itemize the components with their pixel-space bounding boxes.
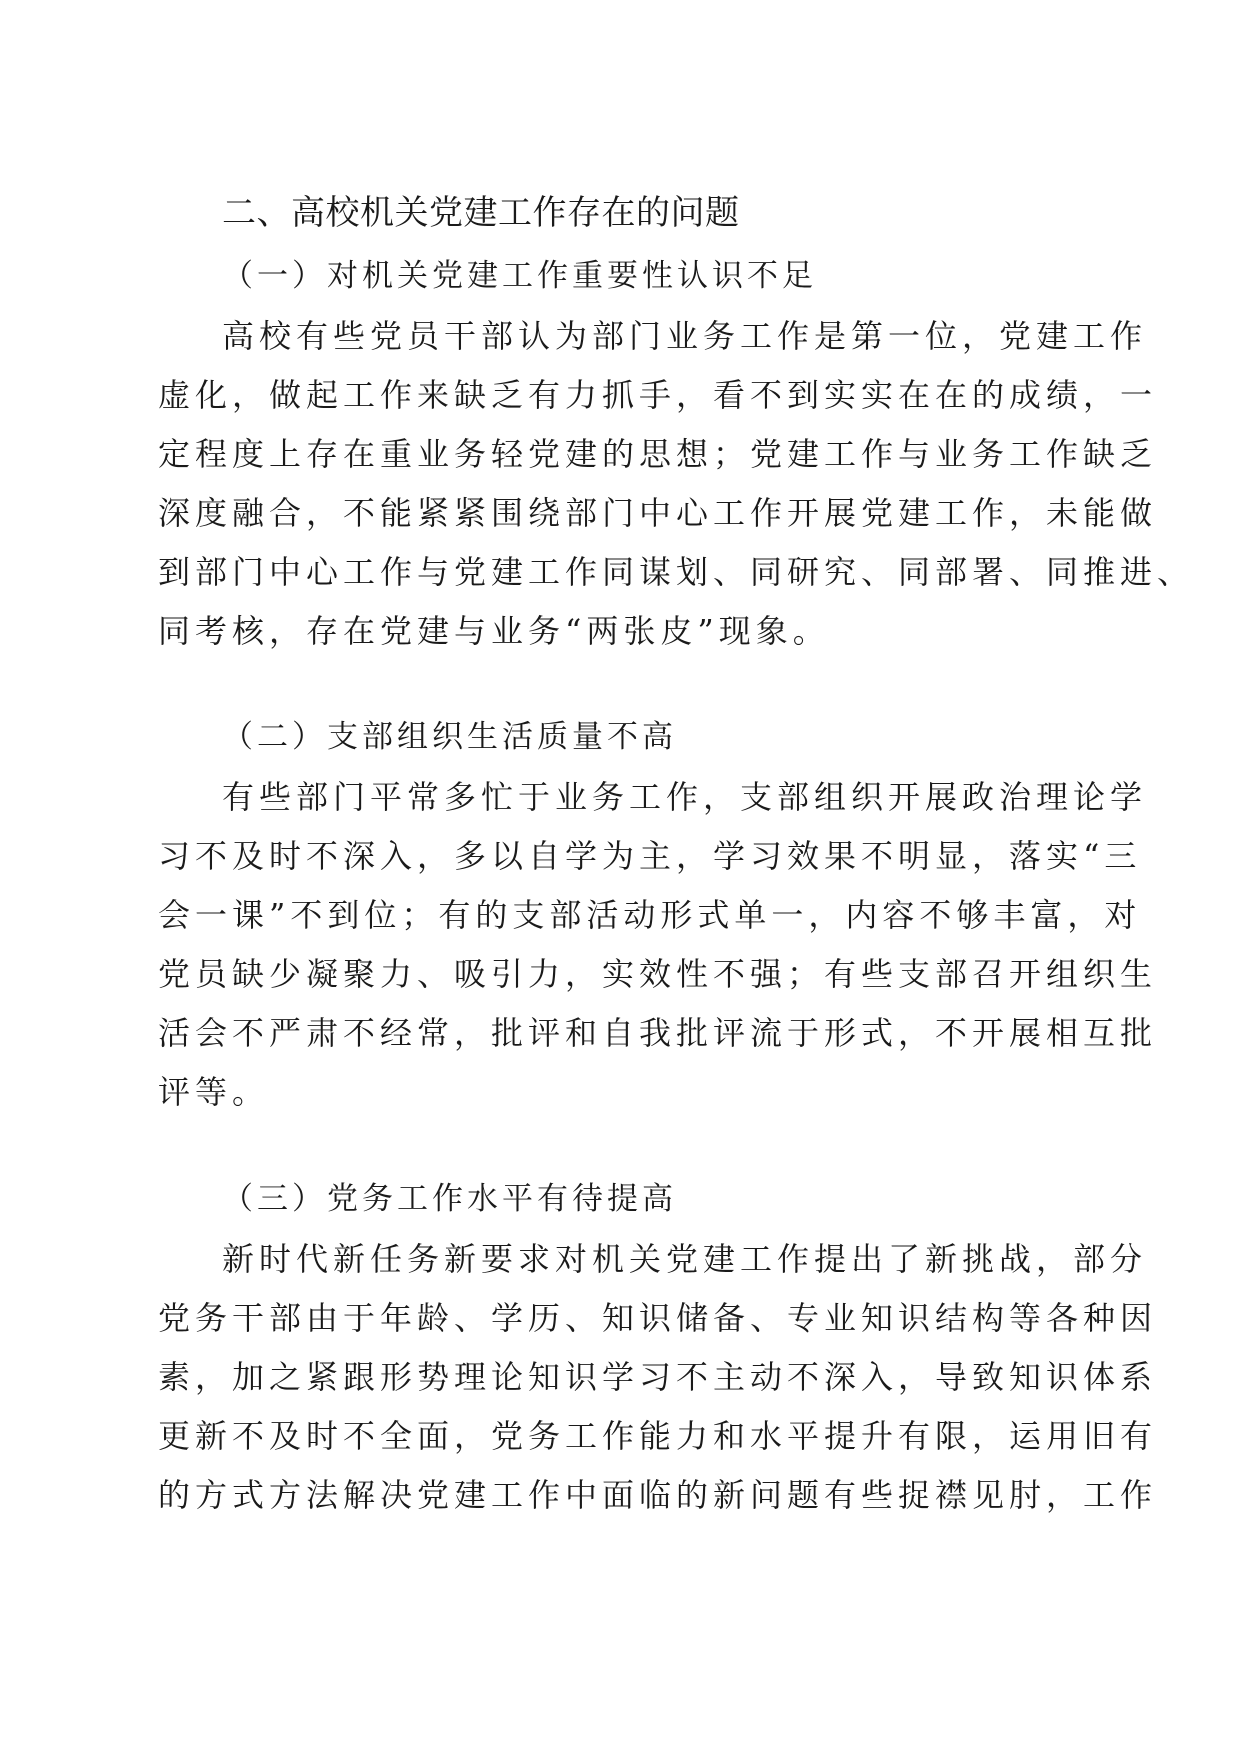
paragraph-line: 定程度上存在重业务轻党建的思想；党建工作与业务工作缺乏 — [158, 435, 1158, 473]
paragraph-line: 有些部门平常多忙于业务工作，支部组织开展政治理论学 — [222, 778, 1148, 816]
paragraph-line: 评等。 — [158, 1073, 270, 1111]
paragraph-line: 虚化，做起工作来缺乏有力抓手，看不到实实在在的成绩，一 — [158, 376, 1158, 414]
paragraph-line: 的方式方法解决党建工作中面临的新问题有些捉襟见肘，工作 — [158, 1476, 1158, 1514]
paragraph-line: 习不及时不深入，多以自学为主，学习效果不明显，落实“三 — [158, 837, 1142, 875]
paragraph-line: 新时代新任务新要求对机关党建工作提出了新挑战，部分 — [222, 1240, 1148, 1278]
subsection-heading-1: （一）对机关党建工作重要性认识不足 — [222, 258, 817, 294]
paragraph-line: 活会不严肃不经常，批评和自我批评流于形式，不开展相互批 — [158, 1014, 1158, 1052]
paragraph-line: 党员缺少凝聚力、吸引力，实效性不强；有些支部召开组织生 — [158, 955, 1158, 993]
section-title: 二、高校机关党建工作存在的问题 — [222, 193, 740, 233]
paragraph-line: 高校有些党员干部认为部门业务工作是第一位，党建工作 — [222, 317, 1148, 355]
paragraph-line: 党务干部由于年龄、学历、知识储备、专业知识结构等各种因 — [158, 1299, 1158, 1337]
paragraph-line: 更新不及时不全面，党务工作能力和水平提升有限，运用旧有 — [158, 1417, 1158, 1455]
subsection-heading-3: （三）党务工作水平有待提高 — [222, 1181, 677, 1217]
paragraph-line: 深度融合，不能紧紧围绕部门中心工作开展党建工作，未能做 — [158, 494, 1158, 532]
paragraph-line: 素，加之紧跟形势理论知识学习不主动不深入，导致知识体系 — [158, 1358, 1158, 1396]
paragraph-line: 会一课”不到位；有的支部活动形式单一，内容不够丰富，对 — [158, 896, 1142, 934]
paragraph-line: 到部门中心工作与党建工作同谋划、同研究、同部署、同推进、 — [158, 553, 1195, 591]
subsection-heading-2: （二）支部组织生活质量不高 — [222, 719, 677, 755]
paragraph-line: 同考核，存在党建与业务“两张皮”现象。 — [158, 612, 830, 650]
